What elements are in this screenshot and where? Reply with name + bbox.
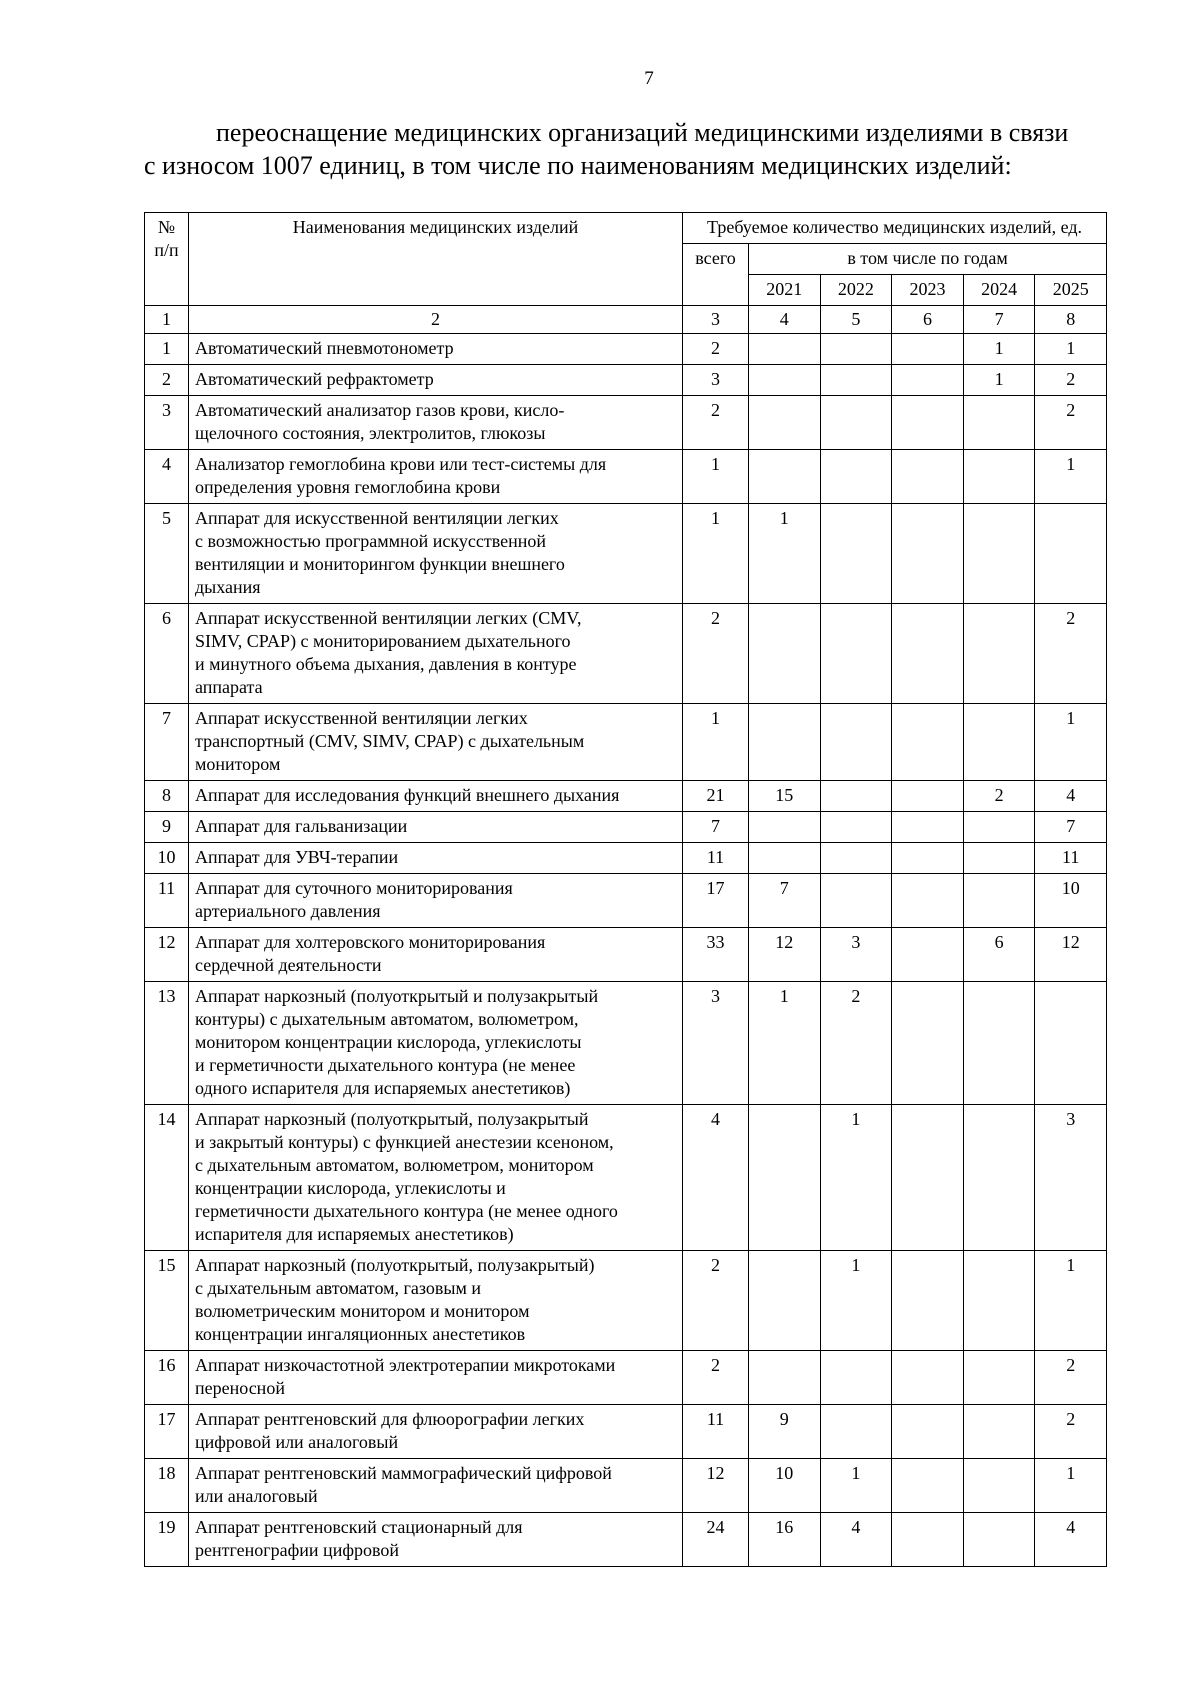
- total-count: 2: [683, 1251, 749, 1351]
- count-2023: [892, 604, 964, 704]
- count-2024: 1: [963, 365, 1035, 396]
- count-2025: 4: [1035, 1513, 1107, 1567]
- total-count: 11: [683, 843, 749, 874]
- count-2023: [892, 704, 964, 781]
- count-2022: [820, 843, 892, 874]
- table-row: [145, 812, 1107, 843]
- column-number: 1: [145, 306, 189, 334]
- count-2024: [963, 812, 1035, 843]
- count-2022: 3: [820, 928, 892, 982]
- column-number: 8: [1035, 306, 1107, 334]
- count-2024: [963, 504, 1035, 604]
- count-2023: [892, 874, 964, 928]
- total-count: 2: [683, 1351, 749, 1405]
- device-name: Аппарат наркозный (полуоткрытый и полузакрытый контуры) с дыхательным автоматом, волюметром, монитором концентрации кислорода, углекислоты и герметичности дыхательного контура (не менее одного испарителя для испаряемых анестетиков): [189, 982, 683, 1105]
- row-number: 10: [145, 843, 189, 874]
- count-2021: [749, 843, 821, 874]
- count-2022: [820, 504, 892, 604]
- device-name: Аппарат для суточного мониторирования артериального давления: [189, 874, 683, 928]
- count-2025: 2: [1035, 1351, 1107, 1405]
- count-2024: [963, 1405, 1035, 1459]
- count-2023: [892, 1251, 964, 1351]
- column-number: 7: [963, 306, 1035, 334]
- count-2021: 16: [749, 1513, 821, 1567]
- count-2022: [820, 812, 892, 843]
- device-name: Аппарат рентгеновский стационарный для рентгенографии цифровой: [189, 1513, 683, 1567]
- column-number: 2: [189, 306, 683, 334]
- count-2022: 1: [820, 1251, 892, 1351]
- count-2024: 1: [963, 334, 1035, 365]
- header-by-years: в том числе по годам: [749, 244, 1107, 275]
- count-2024: [963, 1105, 1035, 1251]
- header-name: Наименования медицинских изделий: [189, 213, 683, 306]
- table-row: [145, 1105, 1107, 1251]
- table-row: [145, 396, 1107, 450]
- column-number: 4: [749, 306, 821, 334]
- table-row: [145, 1251, 1107, 1351]
- device-name: Аппарат наркозный (полуоткрытый, полузакрытый и закрытый контуры) с функцией анестезии ксеноном, с дыхательным автоматом, волюметром, монитором концентрации кислорода, углекислоты и герметичности дыхательного контура (не менее одного испарителя для испаряемых анестетиков): [189, 1105, 683, 1251]
- count-2022: [820, 604, 892, 704]
- row-number: 3: [145, 396, 189, 450]
- row-number: 9: [145, 812, 189, 843]
- row-number: 16: [145, 1351, 189, 1405]
- total-count: 3: [683, 365, 749, 396]
- count-2025: 2: [1035, 604, 1107, 704]
- count-2024: 2: [963, 781, 1035, 812]
- count-2021: [749, 450, 821, 504]
- total-count: 2: [683, 334, 749, 365]
- table-row: [145, 450, 1107, 504]
- count-2021: [749, 1351, 821, 1405]
- count-2021: [749, 704, 821, 781]
- row-number: 5: [145, 504, 189, 604]
- header-year: 2023: [892, 275, 964, 306]
- medical-devices-table: [144, 212, 1107, 1567]
- count-2023: [892, 781, 964, 812]
- table-row: [145, 365, 1107, 396]
- count-2024: [963, 396, 1035, 450]
- total-count: 1: [683, 450, 749, 504]
- count-2022: [820, 781, 892, 812]
- count-2025: 1: [1035, 334, 1107, 365]
- count-2022: [820, 874, 892, 928]
- row-number: 11: [145, 874, 189, 928]
- header-year: 2025: [1035, 275, 1107, 306]
- count-2023: [892, 365, 964, 396]
- count-2025: 12: [1035, 928, 1107, 982]
- row-number: 17: [145, 1405, 189, 1459]
- count-2021: [749, 334, 821, 365]
- count-2022: 1: [820, 1459, 892, 1513]
- total-count: 17: [683, 874, 749, 928]
- device-name: Аппарат рентгеновский маммографический цифровой или аналоговый: [189, 1459, 683, 1513]
- row-number: 15: [145, 1251, 189, 1351]
- table-row: [145, 1351, 1107, 1405]
- total-count: 1: [683, 704, 749, 781]
- row-number: 19: [145, 1513, 189, 1567]
- count-2021: 7: [749, 874, 821, 928]
- count-2025: 7: [1035, 812, 1107, 843]
- count-2022: [820, 1351, 892, 1405]
- count-2025: 4: [1035, 781, 1107, 812]
- count-2021: [749, 1251, 821, 1351]
- table-row: [145, 1405, 1107, 1459]
- total-count: 11: [683, 1405, 749, 1459]
- count-2023: [892, 1405, 964, 1459]
- total-count: 2: [683, 396, 749, 450]
- count-2022: [820, 365, 892, 396]
- row-number: 2: [145, 365, 189, 396]
- count-2021: [749, 604, 821, 704]
- count-2024: [963, 874, 1035, 928]
- count-2024: [963, 982, 1035, 1105]
- table-row: [145, 1459, 1107, 1513]
- count-2025: 2: [1035, 1405, 1107, 1459]
- count-2021: 1: [749, 504, 821, 604]
- table-row: [145, 1513, 1107, 1567]
- count-2022: [820, 704, 892, 781]
- total-count: 24: [683, 1513, 749, 1567]
- count-2024: [963, 450, 1035, 504]
- count-2021: [749, 812, 821, 843]
- row-number: 7: [145, 704, 189, 781]
- count-2022: 4: [820, 1513, 892, 1567]
- count-2025: [1035, 504, 1107, 604]
- row-number: 12: [145, 928, 189, 982]
- row-number: 13: [145, 982, 189, 1105]
- device-name: Аппарат искусственной вентиляции легких (CMV, SIMV, CPAP) с мониторированием дыхательного и минутного объема дыхания, давления в контуре аппарата: [189, 604, 683, 704]
- count-2025: 2: [1035, 396, 1107, 450]
- count-2023: [892, 334, 964, 365]
- count-2025: 1: [1035, 704, 1107, 781]
- device-name: Анализатор гемоглобина крови или тест-системы для определения уровня гемоглобина крови: [189, 450, 683, 504]
- device-name: Автоматический рефрактометр: [189, 365, 683, 396]
- device-name: Аппарат рентгеновский для флюорографии легких цифровой или аналоговый: [189, 1405, 683, 1459]
- count-2021: 12: [749, 928, 821, 982]
- device-name: Автоматический анализатор газов крови, кисло- щелочного состояния, электролитов, глюкозы: [189, 396, 683, 450]
- total-count: 4: [683, 1105, 749, 1251]
- count-2025: 3: [1035, 1105, 1107, 1251]
- count-2024: [963, 1459, 1035, 1513]
- count-2022: [820, 396, 892, 450]
- count-2023: [892, 1351, 964, 1405]
- count-2023: [892, 843, 964, 874]
- count-2025: 11: [1035, 843, 1107, 874]
- device-name: Аппарат для исследования функций внешнего дыхания: [189, 781, 683, 812]
- count-2024: [963, 1251, 1035, 1351]
- count-2022: 1: [820, 1105, 892, 1251]
- row-number: 6: [145, 604, 189, 704]
- count-2024: [963, 843, 1035, 874]
- count-2023: [892, 928, 964, 982]
- count-2022: [820, 450, 892, 504]
- device-name: Аппарат для искусственной вентиляции легких с возможностью программной искусственной вентиляции и мониторингом функции внешнего дыхания: [189, 504, 683, 604]
- total-count: 1: [683, 504, 749, 604]
- header-year: 2022: [820, 275, 892, 306]
- device-name: Аппарат искусственной вентиляции легких транспортный (CMV, SIMV, CPAP) с дыхательным монитором: [189, 704, 683, 781]
- count-2025: 10: [1035, 874, 1107, 928]
- count-2022: [820, 1405, 892, 1459]
- column-number: 6: [892, 306, 964, 334]
- column-number: 5: [820, 306, 892, 334]
- header-required: Требуемое количество медицинских изделий, ед.: [683, 213, 1107, 244]
- table-row: [145, 604, 1107, 704]
- table-row: [145, 874, 1107, 928]
- count-2021: 15: [749, 781, 821, 812]
- device-name: Аппарат низкочастотной электротерапии микротоками переносной: [189, 1351, 683, 1405]
- count-2021: 1: [749, 982, 821, 1105]
- count-2024: [963, 1351, 1035, 1405]
- count-2025: 2: [1035, 365, 1107, 396]
- count-2023: [892, 1459, 964, 1513]
- device-name: Аппарат для холтеровского мониторирования сердечной деятельности: [189, 928, 683, 982]
- table-row: [145, 704, 1107, 781]
- count-2024: 6: [963, 928, 1035, 982]
- count-2021: [749, 396, 821, 450]
- header-total: всего: [683, 244, 749, 306]
- count-2025: 1: [1035, 450, 1107, 504]
- row-number: 18: [145, 1459, 189, 1513]
- count-2024: [963, 1513, 1035, 1567]
- table-row: [145, 781, 1107, 812]
- count-2024: [963, 704, 1035, 781]
- total-count: 7: [683, 812, 749, 843]
- device-name: Аппарат для гальванизации: [189, 812, 683, 843]
- count-2021: 10: [749, 1459, 821, 1513]
- count-2023: [892, 396, 964, 450]
- table-row: [145, 334, 1107, 365]
- row-number: 14: [145, 1105, 189, 1251]
- table-row: [145, 982, 1107, 1105]
- header-year: 2024: [963, 275, 1035, 306]
- intro-line-2: с износом 1007 единиц, в том числе по наименованиям медицинских изделий:: [144, 151, 1012, 180]
- count-2025: [1035, 982, 1107, 1105]
- total-count: 21: [683, 781, 749, 812]
- header-year: 2021: [749, 275, 821, 306]
- count-2023: [892, 982, 964, 1105]
- column-number: 3: [683, 306, 749, 334]
- device-name: Автоматический пневмотонометр: [189, 334, 683, 365]
- header-no: № п/п: [145, 213, 189, 306]
- device-name: Аппарат для УВЧ-терапии: [189, 843, 683, 874]
- total-count: 2: [683, 604, 749, 704]
- count-2023: [892, 504, 964, 604]
- table-row: [145, 928, 1107, 982]
- count-2023: [892, 812, 964, 843]
- row-number: 8: [145, 781, 189, 812]
- count-2025: 1: [1035, 1459, 1107, 1513]
- total-count: 12: [683, 1459, 749, 1513]
- count-2021: [749, 365, 821, 396]
- row-number: 4: [145, 450, 189, 504]
- count-2022: [820, 334, 892, 365]
- table-row: [145, 843, 1107, 874]
- count-2022: 2: [820, 982, 892, 1105]
- table-row: [145, 504, 1107, 604]
- count-2021: [749, 1105, 821, 1251]
- device-name: Аппарат наркозный (полуоткрытый, полузакрытый) с дыхательным автоматом, газовым и волюметрическим монитором и монитором концентрации ингаляционных анестетиков: [189, 1251, 683, 1351]
- count-2025: 1: [1035, 1251, 1107, 1351]
- column-number-row: [145, 306, 1107, 334]
- intro-line-1: переоснащение медицинских организаций медицинскими изделиями в связи: [216, 118, 1069, 147]
- page-number: 7: [644, 68, 654, 89]
- intro-paragraph: [144, 116, 1144, 182]
- total-count: 3: [683, 982, 749, 1105]
- count-2023: [892, 1105, 964, 1251]
- count-2024: [963, 604, 1035, 704]
- count-2021: 9: [749, 1405, 821, 1459]
- count-2023: [892, 1513, 964, 1567]
- total-count: 33: [683, 928, 749, 982]
- row-number: 1: [145, 334, 189, 365]
- count-2023: [892, 450, 964, 504]
